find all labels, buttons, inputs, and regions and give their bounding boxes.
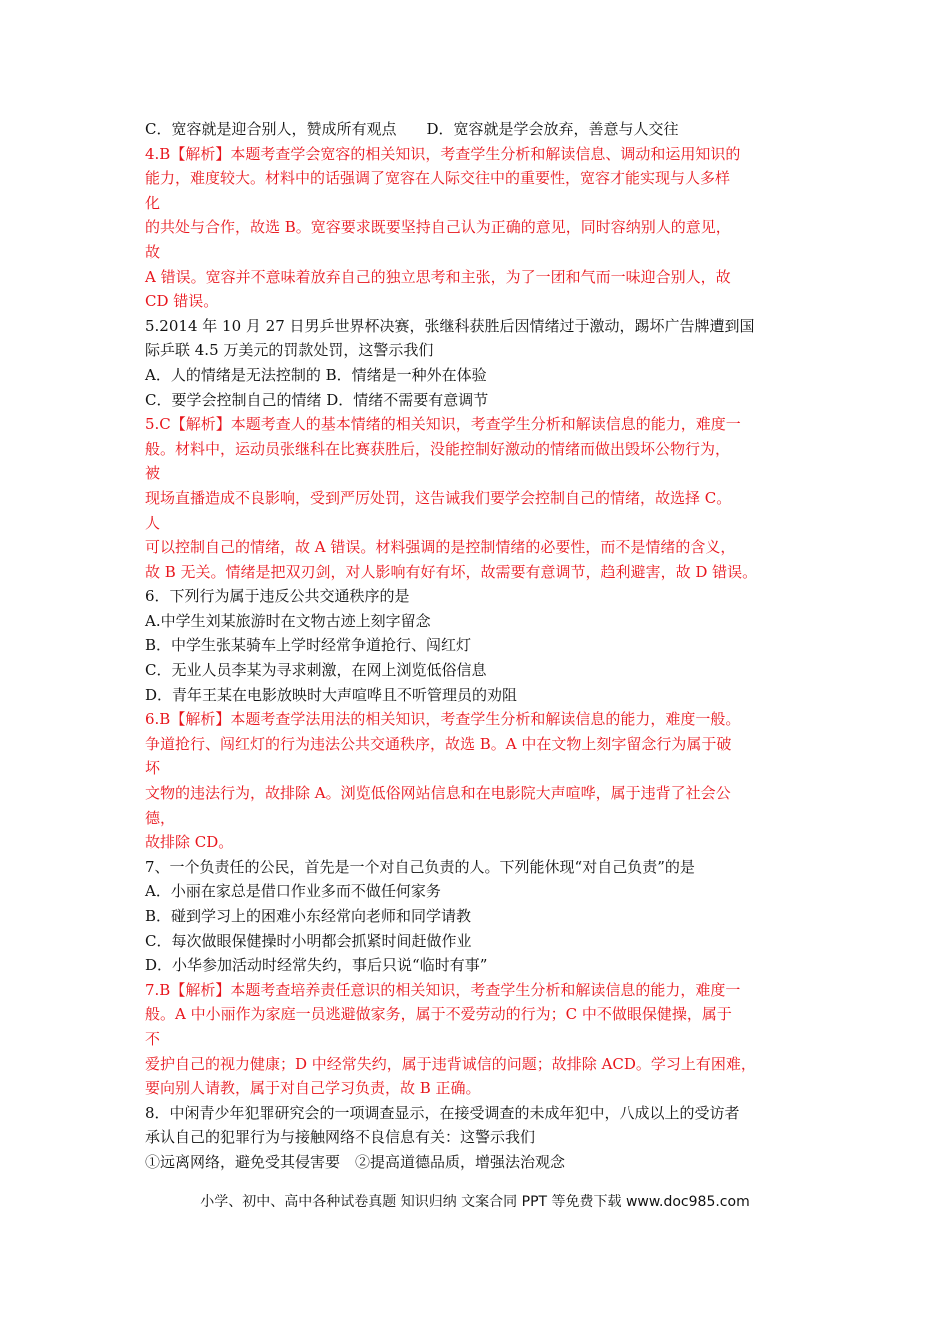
text-line: 文物的违法行为，故排除 A。浏览低俗网站信息和在电影院大声喧哗，属于违背了社会公 <box>145 784 731 803</box>
text-line: ①远离网络，避免受其侵害要 ②提高道德品质，增强法治观念 <box>145 1152 566 1171</box>
text-line: 8．中闲青少年犯罪研究会的一项调查显示，在接受调查的未成年犯中，八成以上的受访者 <box>145 1103 740 1122</box>
text-line: 德， <box>145 808 176 827</box>
text-line: 承认自己的犯罪行为与接触网络不良信息有关：这警示我们 <box>145 1128 536 1147</box>
text-line: 7.B【解析】本题考查培养责任意识的相关知识，考查学生分析和解读信息的能力，难度一 <box>145 980 741 999</box>
text-line: 般。A 中小丽作为家庭一员逃避做家务，属于不爱劳动的行为；C 中不做眼保健操，属于 <box>145 1005 732 1024</box>
text-line: 故排除 CD。 <box>145 833 234 852</box>
text-line: 4.B【解析】本题考查学会宽容的相关知识，考查学生分析和解读信息、调动和运用知识的 <box>145 144 741 163</box>
text-line: 要向别人请教，属于对自己学习负责，故 B 正确。 <box>145 1079 481 1098</box>
text-line: D．青年王某在电影放映时大声喧哗且不听管理员的劝阻 <box>145 685 518 704</box>
text-line: 故 B 无关。情绪是把双刃剑，对人影响有好有坏，故需要有意调节，趋利避害，故 D 错误。 <box>145 562 758 581</box>
text-line: C．宽容就是迎合别人，赞成所有观点 D．宽容就是学会放弃，善意与人交往 <box>145 120 679 138</box>
text-line: A．小丽在家总是借口作业多而不做任何家务 <box>145 882 441 901</box>
text-line: 般。材料中，运动员张继科在比赛获胜后，没能控制好激动的情绪而做出毁坏公物行为， <box>145 439 731 458</box>
text-line: 现场直播造成不良影响，受到严厉处罚，这告诫我们要学会控制自己的情绪，故选择 C。 <box>145 488 732 507</box>
text-line: 爱护自己的视力健康；D 中经常失约，属于违背诚信的问题；故排除 ACD。学习上有困难， <box>145 1054 756 1073</box>
document-body <box>145 117 825 1175</box>
text-line: A．人的情绪是无法控制的 B．情绪是一种外在体验 <box>145 365 487 384</box>
text-line: C．每次做眼保健操时小明都会抓紧时间赶做作业 <box>145 931 472 950</box>
text-line: B．碰到学习上的困难小东经常向老师和同学请教 <box>145 907 472 925</box>
text-line: 际乒联 4.5 万美元的罚款处罚，这警示我们 <box>145 341 434 360</box>
text-line: 化 <box>145 193 161 212</box>
text-line: 故 <box>145 242 161 261</box>
text-line: A 错误。宽容并不意味着放弃自己的独立思考和主张，为了一团和气而一味迎合别人，故 <box>145 267 731 286</box>
text-line: CD 错误。 <box>145 292 219 311</box>
text-line: 人 <box>145 513 161 532</box>
text-line: B．中学生张某骑车上学时经常争道抢行、闯红灯 <box>145 636 472 655</box>
text-line: 6．下列行为属于违反公共交通秩序的是 <box>145 587 410 606</box>
text-line: A.中学生刘某旅游时在文物古迹上刻字留念 <box>145 611 431 630</box>
text-line: 坏 <box>145 759 161 778</box>
text-line: 能力，难度较大。材料中的话强调了宽容在人际交往中的重要性，宽容才能实现与人多样 <box>145 169 731 188</box>
text-line: 不 <box>145 1029 161 1048</box>
text-line: C．要学会控制自己的情绪 D．情绪不需要有意调节 <box>145 390 489 409</box>
text-line: 5.2014 年 10 月 27 日男乒世界杯决赛，张继科获胜后因情绪过于激动，踢坏广告牌遭到国 <box>145 316 755 335</box>
text-line: 的共处与合作，故选 B。宽容要求既要坚持自己认为正确的意见，同时容纳别人的意见， <box>145 218 731 237</box>
text-line: C．无业人员李某为寻求刺激，在网上浏览低俗信息 <box>145 661 487 680</box>
text-line: 可以控制自己的情绪，故 A 错误。材料强调的是控制情绪的必要性，而不是情绪的含义， <box>145 538 736 557</box>
page-footer: 小学、初中、高中各种试卷真题 知识归纳 文案合同 PPT 等免费下载 www.doc985.com <box>200 1194 750 1210</box>
text-line: 5.C【解析】本题考查人的基本情绪的相关知识，考查学生分析和解读信息的能力，难度一 <box>145 415 741 434</box>
text-line: 6.B【解析】本题考查学法用法的相关知识，考查学生分析和解读信息的能力，难度一般。 <box>145 710 741 729</box>
text-line: 争道抢行、闯红灯的行为违法公共交通秩序，故选 B。A 中在文物上刻字留念行为属于破 <box>145 734 732 753</box>
text-line: 7、一个负责任的公民，首先是一个对自己负责的人。下列能休现“对自己负责”的是 <box>145 857 695 876</box>
text-line: D．小华参加活动时经常失约，事后只说“临时有事” <box>145 956 488 975</box>
text-line: 被 <box>145 464 161 483</box>
